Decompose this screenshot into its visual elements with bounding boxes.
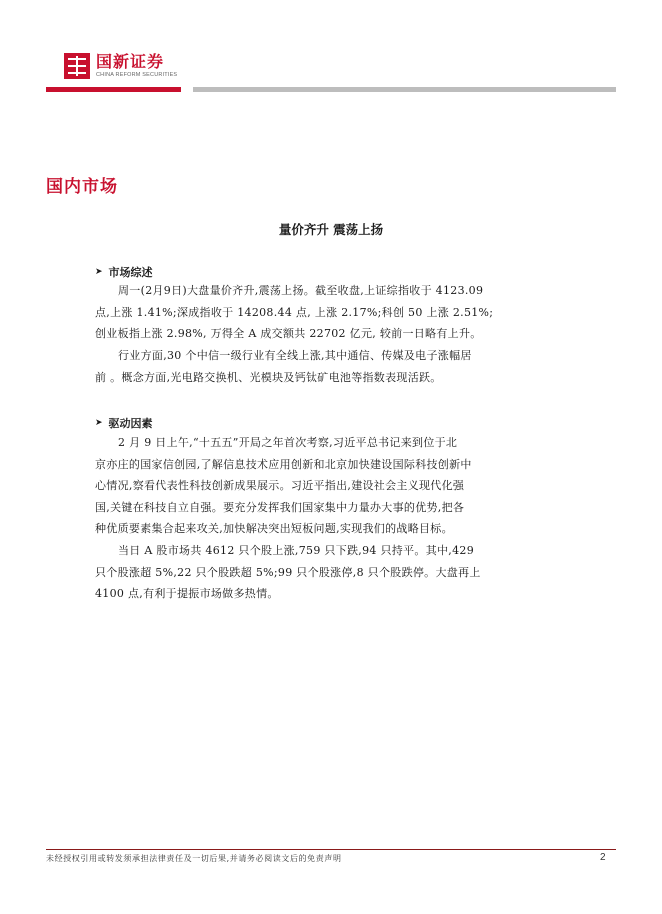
text-line: 种优质要素集合起来攻关,加快解决突出短板问题,实现我们的战略目标。 [95,522,453,535]
text-line: 2 月 9 日上午,“十五五”开局之年首次考察,习近平总书记来到位于北 [118,436,458,449]
text-line: 只个股涨超 5%,22 只个股跌超 5%;99 只个股涨停,8 只个股跌停。大盘再上 [95,565,481,579]
text-line: 京亦庄的国家信创园,了解信息技术应用创新和北京加快建设国际科技创新中 [95,457,472,471]
footer-disclaimer: 未经授权引用或转发须承担法律责任及一切后果,并请务必阅读文后的免责声明 [46,854,342,863]
text-line: 周一(2月9日)大盘量价齐升,震荡上扬。截至收盘,上证综指收于 4123.09 [118,284,484,297]
company-logo [64,52,177,80]
paragraph-drivers-2 [95,540,546,605]
header-divider-bar [193,87,616,92]
footer-divider [46,849,616,850]
text-line: 当日 A 股市场共 4612 只个股上涨,759 只下跌,94 只持平。其中,429 [118,544,474,557]
arrow-bullet-icon: ➤ [95,418,103,428]
subheading-market-overview [95,264,153,280]
logo-english-name: CHINA REFORM SECURITIES [96,71,178,78]
article-headline: 量价齐升 震荡上扬 [278,222,384,237]
text-line: 创业板指上涨 2.98%, 万得全 A 成交额共 22702 亿元, 较前一日略有上升。 [95,327,482,340]
subheading-label: 市场综述 [108,266,153,279]
page-number: 2 [600,852,606,863]
text-line: 点,上涨 1.41%;深成指收于 14208.44 点, 上涨 2.17%;科创 50 上涨 2.51%; [95,305,494,319]
header-accent-bar [46,87,181,92]
subheading-label: 驱动因素 [108,417,153,430]
paragraph-drivers-1 [95,432,546,540]
paragraph-market-overview-1 [95,280,546,345]
text-line: 心情况,察看代表性科技创新成果展示。习近平指出,建设社会主义现代化强 [95,479,465,492]
logo-chinese-name: 国新证券 [96,51,165,71]
text-line: 国,关键在科技自立自强。要充分发挥我们国家集中力量办大事的优势,把各 [95,500,465,514]
paragraph-market-overview-2 [95,345,546,388]
arrow-bullet-icon: ➤ [95,267,103,277]
text-line: 前 。概念方面,光电路交换机、光模块及钙钛矿电池等指数表现活跃。 [95,370,442,384]
subheading-drivers [95,415,153,431]
text-line: 4100 点,有利于提振市场做多热情。 [95,587,279,600]
text-line: 行业方面,30 个中信一级行业有全线上涨,其中通信、传媒及电子涨幅居 [118,349,472,362]
logo-mark-icon [64,53,90,79]
section-title: 国内市场 [46,177,118,197]
